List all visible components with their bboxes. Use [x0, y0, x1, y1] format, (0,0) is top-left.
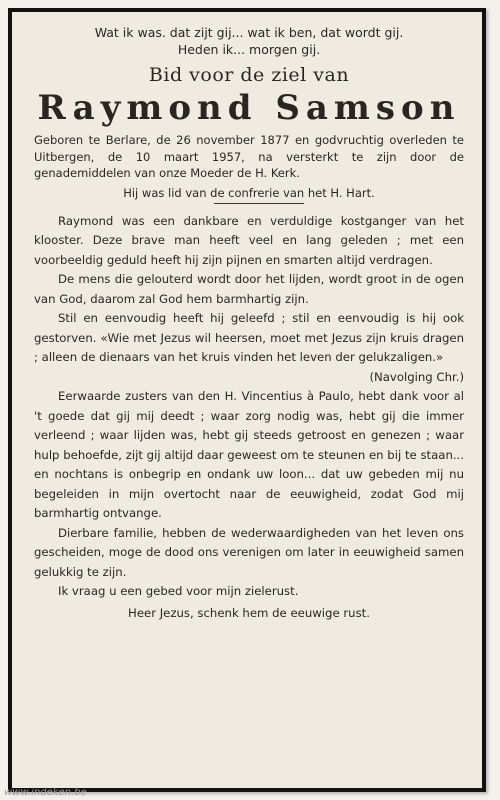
- memorial-text: [34, 212, 464, 624]
- closing-prayer: Heer Jezus, schenk hem de eeuwige rust.: [128, 605, 370, 620]
- motto-line-2: Heden ik... morgen gij.: [177, 42, 321, 57]
- paragraph: De mens die gelouterd wordt door het lijden, wordt groot in de ogen van God, daarom zal God hem barmhartig zijn.: [34, 272, 464, 306]
- paragraph: Ik vraag u een gebed voor mijn zielerust.: [58, 584, 299, 598]
- motto: [34, 24, 464, 58]
- watermark: www.indeken.be: [4, 787, 87, 798]
- membership-line: Hij was lid van de confrerie van het H. Hart.: [123, 185, 375, 200]
- prayer-heading: Bid voor de ziel van: [148, 64, 350, 86]
- deceased-name: Raymond Samson: [37, 88, 461, 128]
- biography: Geboren te Berlare, de 26 november 1877 en godvruchtig overleden te Uitbergen, de 10 maart 1957, na versterkt te zijn door de genademiddelen van onze Moeder de H. Kerk.: [34, 133, 464, 180]
- paragraph: Dierbare familie, hebben de wederwaardigheden van het leven ons gescheiden, moge de dood ons verenigen om later in eeuwigheid samen gelukkig te zijn.: [34, 525, 464, 579]
- paragraph: Eerwaarde zusters van den H. Vincentius à Paulo, hebt dank voor al 't goede dat gij mij deedt ; waar zorg nodig was, hebt gij die immer verleend ; waar lijden was, hebt gij steeds getroost en genezen ; waar hulp behoefde, zijt gij altijd daar geweest om te steunen en bij te staan... en nochtans is onbegrip en ondank uw loon... dat uw gebeden mij nu begeleiden in mijn overtocht naar de eeuwigheid, zodat God mij barmhartig ontvange.: [34, 389, 464, 520]
- memorial-card: [8, 8, 486, 792]
- card-content: [34, 24, 464, 780]
- divider: [214, 203, 304, 204]
- paragraph: Raymond was een dankbare en verduldige kostganger van het klooster. Deze brave man heeft veel en lang geleden ; met een voorbeeldig geduld heeft hij zijn pijnen en smarten altijd verdragen.: [34, 213, 464, 267]
- paragraph: Stil en eenvoudig heeft hij geleefd ; stil en eenvoudig is hij ook gestorven. «Wie met Jezus wil heersen, moet met Jezus zijn kruis dragen ; alleen de dienaars van het kruis vinden het leven der gelukzaligen.»: [34, 311, 464, 364]
- citation: (Navolging Chr.): [369, 369, 464, 384]
- motto-line-1: Wat ik was. dat zijt gij... wat ik ben, dat wordt gij.: [94, 25, 404, 40]
